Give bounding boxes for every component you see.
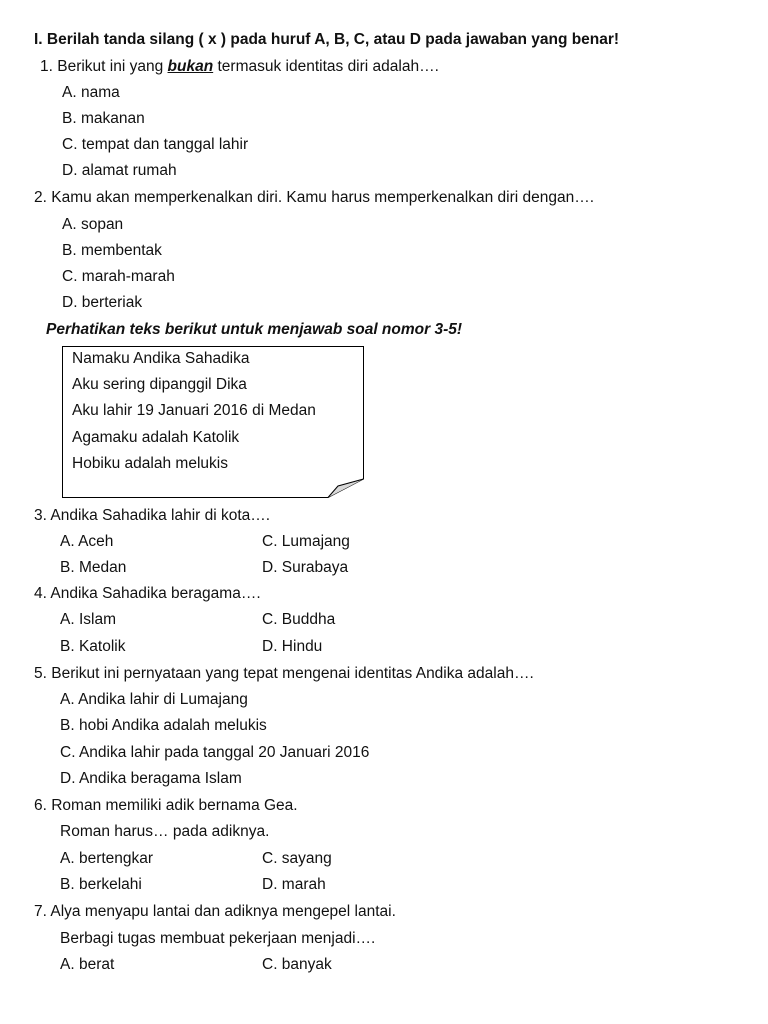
q6-option-a: A. bertengkar [60, 850, 154, 867]
q7-option-c: C. banyak [262, 956, 332, 973]
q3-option-b: B. Medan [60, 559, 127, 576]
passage-line-4: Agamaku adalah Katolik [72, 429, 240, 446]
q5-option-c: C. Andika lahir pada tanggal 20 Januari 2016 [60, 744, 370, 761]
q2-option-a: A. sopan [62, 216, 124, 233]
q2-option-c: C. marah-marah [62, 268, 175, 285]
q2-option-b: B. membentak [62, 242, 162, 259]
question-6: 6. Roman memiliki adik bernama Gea. [34, 797, 298, 814]
q6-option-c: C. sayang [262, 850, 332, 867]
q1-option-b: B. makanan [62, 110, 145, 127]
q2-option-d: D. berteriak [62, 294, 143, 311]
question-1-suffix: termasuk identitas diri adalah…. [213, 58, 439, 75]
passage-box [62, 346, 364, 498]
question-7-continued: Berbagi tugas membuat pekerjaan menjadi…. [60, 930, 376, 947]
q5-option-d: D. Andika beragama Islam [60, 770, 242, 787]
question-6-continued: Roman harus… pada adiknya. [60, 823, 270, 840]
q4-option-a: A. Islam [60, 611, 116, 628]
question-4: 4. Andika Sahadika beragama…. [34, 585, 261, 602]
q4-option-b: B. Katolik [60, 638, 126, 655]
question-3: 3. Andika Sahadika lahir di kota…. [34, 507, 271, 524]
passage-line-2: Aku sering dipanggil Dika [72, 376, 247, 393]
q3-option-c: C. Lumajang [262, 533, 350, 550]
question-7: 7. Alya menyapu lantai dan adiknya mengepel lantai. [34, 903, 396, 920]
q1-option-a: A. nama [62, 84, 120, 101]
passage-instruction: Perhatikan teks berikut untuk menjawab soal nomor 3-5! [46, 321, 463, 338]
passage-line-3: Aku lahir 19 Januari 2016 di Medan [72, 402, 316, 419]
passage-line-1: Namaku Andika Sahadika [72, 350, 250, 367]
q3-option-d: D. Surabaya [262, 559, 349, 576]
q6-option-d: D. marah [262, 876, 326, 893]
section-heading: I. Berilah tanda silang ( x ) pada huruf A, B, C, atau D pada jawaban yang benar! [34, 31, 620, 48]
question-1-prefix: 1. Berikut ini yang [40, 58, 168, 75]
passage-line-5: Hobiku adalah melukis [72, 455, 228, 472]
question-5: 5. Berikut ini pernyataan yang tepat mengenai identitas Andika adalah…. [34, 665, 534, 682]
q5-option-a: A. Andika lahir di Lumajang [60, 691, 248, 708]
q7-option-a: A. berat [60, 956, 115, 973]
q4-option-d: D. Hindu [262, 638, 323, 655]
question-1 [40, 57, 439, 77]
q5-option-b: B. hobi Andika adalah melukis [60, 717, 267, 734]
q6-option-b: B. berkelahi [60, 876, 142, 893]
question-2: 2. Kamu akan memperkenalkan diri. Kamu harus memperkenalkan diri dengan…. [34, 189, 595, 206]
question-1-emphasis: bukan [167, 58, 214, 75]
q3-option-a: A. Aceh [60, 533, 114, 550]
q1-option-c: C. tempat dan tanggal lahir [62, 136, 249, 153]
q4-option-c: C. Buddha [262, 611, 336, 628]
q1-option-d: D. alamat rumah [62, 162, 177, 179]
